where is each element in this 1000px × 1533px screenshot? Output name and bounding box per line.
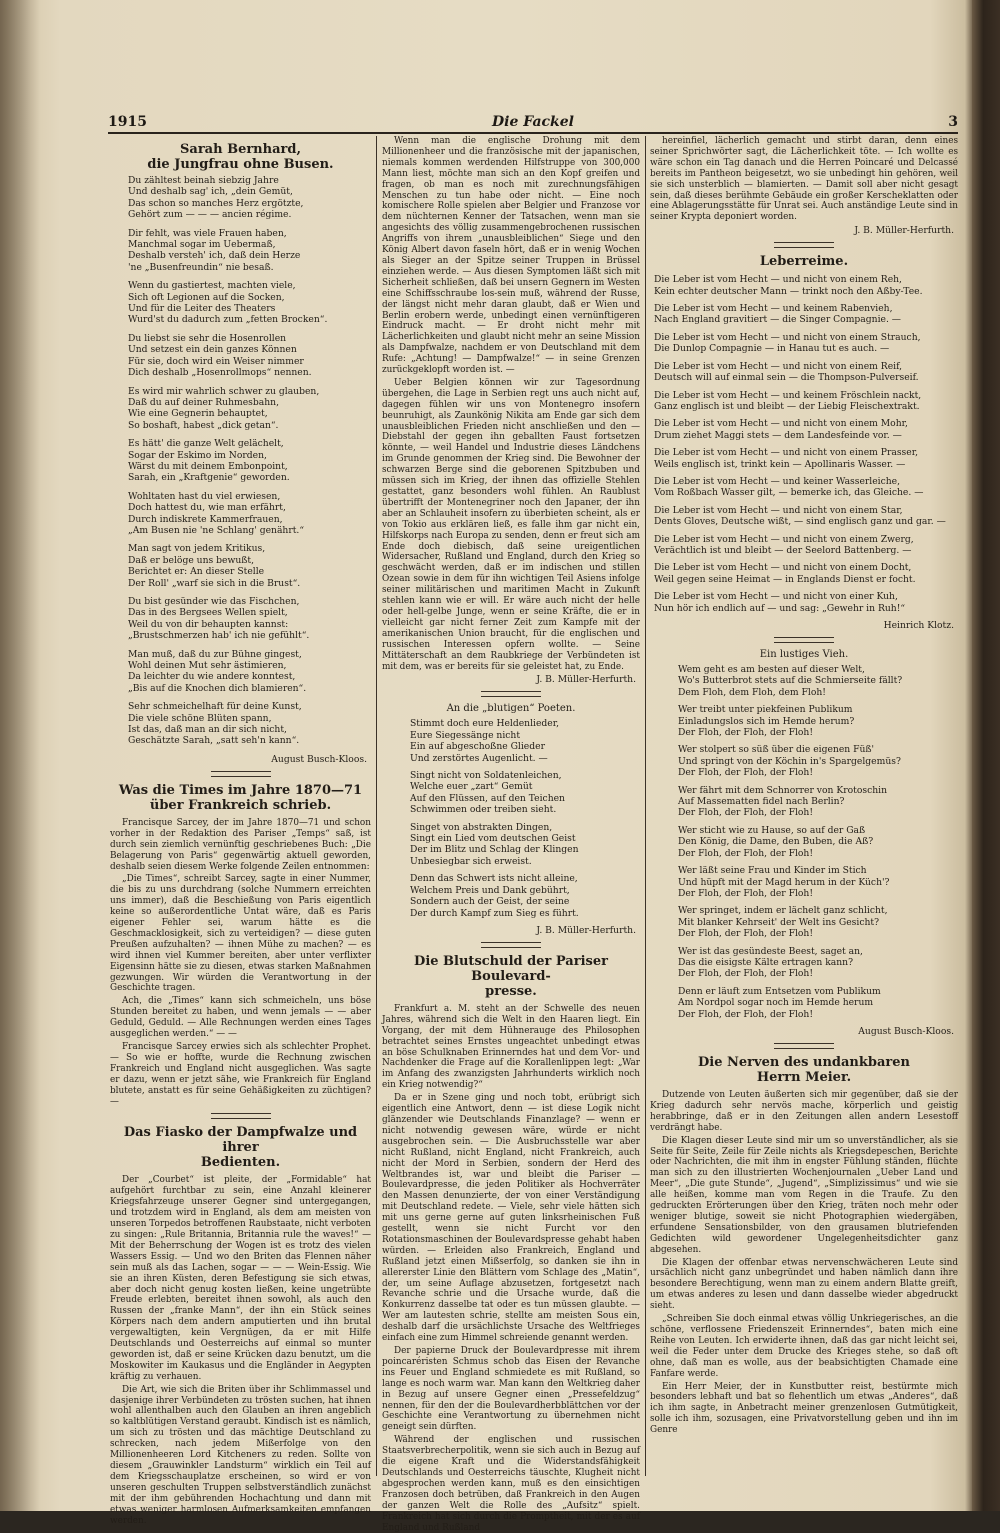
rhyme-couplet: Die Leber ist vom Hecht — und nicht von einem Docht, Weil gegen seine Heimat — in Englands Dienst er focht. [654,562,916,585]
poem-stanza: Wer springet, indem er lächelt ganz schlicht, Mit blanker Kehrseit' der Welt ins Gesicht? Der Floh, der Floh, der Floh! [678,905,888,940]
poem-title-vieh: Ein lustiges Vieh. [759,649,849,660]
paragraph: „Die Times“, schreibt Sarcey, sagte in einer Nummer, die bis zu uns durchdrang (solche Nummern erreichten uns immer), daß die Beschießung von Paris eigentlich keine so außerordentliche Untat wäre, daß es Paris eigener Fehler sei, warum hätte es die Geschmacklosigkeit, sich zu verteidigen? — diese guten Preußen aufzuhalten? — ihnen Mühe zu machen? — es wird ihnen viel Kummer bereiten, aber unter verflixter Eigensinn hätte sie zu diesen, etwas starken Maßnahmen gezwungen. Wir würden die Verantwortung in der Geschichte tragen. [110,874,371,994]
title-line: über Frankreich schrieb. [149,797,332,813]
article-title-times [108,783,373,813]
section-separator [211,771,271,777]
section-separator [774,1043,834,1049]
rhyme-couplet: Die Leber ist vom Hecht — und nicht von einem Zwerg, Verächtlich ist und bleibt — der Seelord Battenberg. — [654,533,914,556]
paragraph: Ein Herr Meier, der in Kunstbutter reist, bestürmte mich besonders lebhaft und bat so flehentlich um etwas „Anderes“, daß ich ihm sagte, in Anbetracht meiner grenzenlosen Gutmütigkeit, solle ich ihm, sozusagen, eine Privatvorstellung geben und ihn im Genre [650,1381,958,1436]
poem-stanza: Stimmt doch eure Heldenlieder, Eure Siegessänge nicht Ein auf abgeschoßne Glieder Und zerstörtes Augenlicht. — [410,718,560,764]
title-line: Die Blutschuld der Pariser Boulevard- [414,953,608,984]
poem-stanza: Wer treibt unter piekfeinen Publikum Einladungslos sich im Hemde herum? Der Floh, der Floh, der Floh! [678,704,855,739]
poem-stanza: Es wird mir wahrlich schwer zu glauben, Daß du auf deiner Ruhmesbahn, Wie eine Gegnerin behauptet, So boshaft, habest „dick getan“. [128,385,320,431]
title-line: Bedienten. [200,1155,281,1171]
poem-stanza: Sehr schmeichelhaft für deine Kunst, Die viele schöne Blüten spann, Ist das, daß man an dir sich nicht, Geschätzte Sarah, „satt seh'n kann“. [128,701,302,747]
poem-stanza: Du bist gesünder wie das Fischchen, Das in des Bergsees Wellen spielt, Weil du von dir behaupten kannst: „Brustschmerzen hab' ich nie gefühlt“. [128,596,310,642]
paragraph: Da er in Szene ging und noch tobt, erübrigt sich eigentlich eine Antwort, denn — ist diese Logik nicht glänzender wie Deutschlands Finanzlage? — wenn er nicht notwendig gewesen wäre, würde er nicht ausgebrochen sein. — Die Ausbruchsstelle war aber nicht Rußland, nicht England, nicht Frankreich, auch nicht der Mord in Serbien, sondern der Herd des Weltbrandes ist, war und bleibt die Pariser — Boulevardpresse, die jeden Politiker als Hochverräter den Massen denunzierte, der von einer Verständigung mit Deutschland redete. — Viele, sehr viele hätten sich mit uns gerne gerne auf guten linksrheinischen Fuß gestellt, wenn sie nicht Furcht vor den Rotationsmaschinen der Boulevardspresse gehabt haben würden. — Erleiden also Frankreich, England und Rußland jetzt einen Mißserfolg, so danken sie ihn in allererster Linie den Blättern vom Schlage des „Matin“, der, um seine Auflage abzusetzen, fortgesetzt nach Revanche schrie und die Ursache wurde, daß die Konkurrenz dasselbe tat oder es tun müssen glaubte. — Wer am lautesten schrie, stellte am meisten Sous ein, deshalb darf die ursächlichste Ursache des Weltfrieges einfach eine zum Himmel schreiende genannt werden. [382,1093,640,1344]
paragraph: hereinfiel, lächerlich gemacht und stirbt daran, denn eines seiner Sprichwörter sagt, die Lächerlichkeit töte. — Ich wollte es wäre schon ein Tag danach und die Herren Poincaré und Delcassé bereits im Pantheon beigesetzt, wo sie unbedingt hin gehören, weil sie sich unsterblich — blamierten. — Damit soll aber nicht gesagt sein, daß dieses berühmte Gebäude ein großer Kerscheklatten oder eine Ablagerungsstätte für Unrat sei. Auch anständige Leute sind in seiner Krypta deponiert worden. [650,136,958,223]
author-signature: Heinrich Klotz. [883,620,954,631]
paragraph: Wenn man die englische Drohung mit dem Millionenheer und die französische mit der japanischen, niemals kommen werdenden Hilfstruppe von 300,000 Mann liest, möchte man sich an den Kopf greifen und fragen, ob man es noch mit zurechnungsfähigen Menschen zu tun habe oder nicht. — Eine noch komischere Rolle spielen aber Belgier und Franzose vor dem nüchternen Kenner der Tatsachen, wenn man sie angesichts des völlig zusammengebrochenen russischen Angriffs von ihrem „unausbleiblichen“ Siege und den König Albert davon faseln hört, daß er in wenig Wochen als Sieger an der Spitze seiner Truppen in Brüssel einziehen werde. — Aus diesen Symptomen läßt sich mit Sicherheit schließen, daß bei unsern Gegnern im Westen eine Schiffsschraube los-sein muß, während der Russe, der längst nicht mehr daran glaubt, daß er Wien und Berlin erobern werde, unbedingt einen vernünftigeren Eindruck macht. — Er droht nicht mehr mit Lächerlichkeiten und glaubt nicht mehr an seine Mission als Dampfwalze, nachdem er von Deutschland mit dem Rufe: „Achtung! — Dampfwalze!“ — in seine Grenzen zurückgeklopft worden ist. — [382,136,640,376]
poem-stanza: Denn er läuft zum Entsetzen vom Publikum Am Nordpol sogar noch im Hemde herum Der Floh, der Floh, der Floh! [678,985,881,1020]
title-line: Herrn Meier. [756,1069,852,1085]
poem-stanza: Wenn du gastiertest, machten viele, Sich oft Legionen auf die Socken, Und für die Leiter des Theaters Wurd'st du dadurch zum „fetten Brocken“. [128,280,328,326]
section-separator [774,242,834,248]
paragraph: Die Klagen dieser Leute sind mir um so unverständlicher, als sie Seite für Seite, Zeile für Zeile nichts als Kriegsdepeschen, Berichte oder Nachrichten, die mit ihm in engster Fühlung ständen, flüchte man sich zu den illustrierten Wochenjournalen „Ueber Land und Meer“, „Die gute Stunde“, „Jugend“, „Simplizissimus“ und wie sie alle heißen, komme man vom Regen in die Traufe. Zu den gedruckten Erörterungen über den Krieg, träten noch mehr oder weniger blutige, soweit sie nicht Photographien wiedergäben, erfundene Sensationsbilder, von den grausamen blutriefenden Gedichten wild gewordener Ungelegenheitsdichter ganz abgesehen. [650,1135,958,1255]
author-signature: J. B. Müller-Herfurth. [536,924,636,936]
poem-stanza: Wem geht es am besten auf dieser Welt, Wo's Butterbrot stets auf die Schmierseite fällt? Dem Floh, dem Floh, dem Floh! [678,664,903,698]
paragraph: Die Klagen der offenbar etwas nervenschwächeren Leute sind ursächlich nicht ganz unbegründet und haben nämlich dann ihre besondere Berechtigung, wenn man zu einem andern Blatte greift, um etwas anderes zu lesen und dann dasselbe wieder abgedruckt sieht. [650,1257,958,1312]
article-title-blutschuld [380,954,642,999]
book-spine [972,0,1000,1511]
poem-stanza: Du liebst sie sehr die Hosenrollen Und setzest ein dein ganzes Können Für sie, doch wird ein Weiser nimmer Dich deshalb „Hosenrollmops“ nennen. [128,332,312,379]
poem-stanza: Dir fehlt, was viele Frauen haben, Manchmal sogar im Uebermaß, Deshalb versteh' ich, daß dein Herze 'ne „Busenfreundin“ nie besaß. [128,227,301,273]
rhyme-couplet: Die Leber ist vom Hecht — und nicht von einem Reh, Kein echter deutscher Mann — trinkt noch den Aßby-Tee. [654,274,923,297]
author-signature: J. B. Müller-Herfurth. [536,674,636,686]
rhyme-couplet: Die Leber ist vom Hecht — und nicht von einer Kuh, Nun hör ich endlich auf — und sag: „Gewehr in Ruh!“ [654,591,906,614]
rhyme-couplet: Die Leber ist vom Hecht — und nicht von einem Strauch, Die Dunlop Compagnie — in Hanau tut es auch. — [654,331,921,355]
page-header [108,112,958,134]
title-line: Sarah Bernhard, [180,142,301,157]
paragraph: „Schreiben Sie doch einmal etwas völlig Unkriegerisches, an die schöne, verflossene Friedenszeit Erinnerndes“, baten mich eine Reihe von Leuten. Ich erwiderte ihnen, daß das gar nicht leicht sei, weil die Feder unter dem Drucke des Krieges stehe, so daß oft ohne, daß man es wolle, aus der beabsichtigten Chamade eine Fanfare werde. [650,1314,958,1379]
poem-stanza: Denn das Schwert ists nicht alleine, Welchem Preis und Dank gebührt, Sondern auch der Geist, der seine Der durch Kampf zum Sieg es führt. [410,873,579,919]
header-year: 1915 [108,114,147,130]
paragraph: Francisque Sarcey, der im Jahre 1870—71 und schon vorher in der Redaktion des Pariser „Temps“ saß, ist durch sein ziemlich vernünftig geschriebenes Buch: „Die Belagerung von Paris“ gegenwärtig aktuell geworden, deshalb seien diesem Werke folgende Zeilen entnommen: [110,817,371,872]
author-signature: August Busch-Kloos. [858,1025,954,1037]
poem-stanza: Singet von abstrakten Dingen, Singt ein Lied vom deutschen Geist Der im Blitz und Schlag der Klingen Unbesiegbar sich erweist. [410,821,579,867]
poem-title-leberreime: Leberreime. [759,254,849,270]
article-title-nerven [648,1055,960,1085]
column-2 [380,136,642,1533]
paragraph: Während der englischen und russischen Staatsverbrecherpolitik, wenn sie sich auch in Bezug auf die eigene Kraft und die Widerstandsfähigkeit Deutschlands und Oesterreichs täuschte, Klugheit nicht abgesprochen werden kann, muß es den einsichtigen Franzosen doch betrüben, daß Frankreich in den Augen der ganzen Welt die Rolle des „Aufsitz“ spielt. Frankreich hat sich durch die Promptheit, mit der es auf England und Rußland [382,1435,640,1533]
section-separator [481,691,541,697]
paragraph: Ach, die „Times“ kann sich schmeicheln, uns böse Stunden bereitet zu haben, und wenn jemals — — aber Geduld, Geduld. — Alle Rechnungen werden eines Tages ausgeglichen werden.“ — — [110,996,371,1040]
poem-stanza: Singt nicht von Soldatenleichen, Welche euer „zart“ Gemüt Auf den Flüssen, auf den Teichen Schwimmen oder treiben sieht. [410,770,565,816]
title-line: presse. [485,983,537,999]
poem-stanza: Wer ist das gesündeste Beest, saget an, Das die eisigste Kälte ertragen kann? Der Floh, der Floh, der Floh! [678,945,863,980]
poem-stanza: Wer sticht wie zu Hause, so auf der Gaß Den König, die Dame, den Buben, die Aß? Der Floh, der Floh, der Floh! [678,824,874,859]
rhyme-couplet: Die Leber ist vom Hecht — und nicht von einem Prasser, Weils englisch ist, trinkt kein — Apollinaris Wasser. — [654,447,918,470]
header-title: Die Fackel [492,114,574,130]
rhyme-couplet: Die Leber ist vom Hecht — und keiner Wasserleiche, Vom Roßbach Wasser gilt, — bemerke ich, das Gleiche. — [654,475,924,499]
paragraph: Die Art, wie sich die Briten über ihr Schlimmassel und dasjenige ihrer Verbündeten zu trösten suchen, hat ihnen wohl allenthalben auch den Glauben an ihren angeblich so kaltblütigen Verstand geraubt. Kindisch ist es nämlich, um sich zu trösten und das mächtige Deutschland zu schrecken, nach jedem Mißerfolge von den Millionenheeren Lord Kitcheners zu reden. Sollte von diesem „Grauwinkler Landsturm“ wirklich ein Teil auf dem Kriegsschauplatze erscheinen, so wird er von unseren geschulten Truppen selbstverständlich zunächst mit der ihm gebührenden Hochachtung und dann mit etwas weniger harmlosen Aufmerksamkeiten empfangen werden. [110,1384,371,1526]
paragraph: Der papierne Druck der Boulevardpresse mit ihrem poincaréristen Schmus schob das Eisen der Revanche ins Feuer und England schmiedete es mit Rußland, so lange es noch warm war. Man kann den Weltkrieg daher in Bezug auf unsere Gegner einen „Pressefeldzug“ nennen, für den der die Boulevardherbblättchen vor der Geschichte eine Verantwortung zu übernehmen nicht geneigt sein dürften. [382,1346,640,1433]
title-line: Die Nerven des undankbaren [698,1054,910,1070]
rhyme-couplet: Die Leber ist vom Hecht — und nicht von einem Mohr, Drum ziehet Maggi stets — dem Landesfeinde vor. — [654,418,908,441]
article-title-fiasko [108,1125,373,1170]
poem-stanza: Wohltaten hast du viel erwiesen, Doch hattest du, wie man erfährt, Durch indiskrete Kammerfrauen, „Am Busen nie 'ne Schlang' genährt.“ [128,490,305,536]
author-signature: J. B. Müller-Herfurth. [854,225,954,237]
poem-stanza: Man muß, daß du zur Bühne gingest, Wohl deinen Mut sehr ästimieren, Da leichter du wie andere konntest, „Bis auf die Knochen dich blamieren“. [128,648,307,694]
poem-stanza: Wer stolpert so süß über die eigenen Füß' Und springt von der Köchin in's Spargelgemüs? Der Floh, der Floh, der Floh! [678,744,901,779]
column-rule-1 [376,136,377,1476]
paragraph: Francisque Sarcey erwies sich als schlechter Prophet. — So wie er hoffte, wurde die Rechnung zwischen Frankreich und England nicht ausgeglichen. Was sagte er dazu, wenn er jetzt sähe, wie Frankreich für England blutete, anstatt es für seine Gehäßigkeiten zu züchtigen? — [110,1042,371,1107]
poem-title-poeten: An die „blutigen“ Poeten. [446,703,576,715]
paragraph: Frankfurt a. M. steht an der Schwelle des neuen Jahres, während sich die Welt in den Haaren liegt. Ein Vorgang, der mit dem Hühnerauge des Philosophen betrachtet seines Ernstes ungeachtet unbedingt etwas an böse Schulknaben Erinnerndes hat und dem Vor- und Nachdenker die Frage auf die Korallenlippen legt: „War im Anfang des zwanzigsten Jahrhunderts wirklich noch ein Krieg notwendig?“ [382,1003,640,1091]
title-line: die Jungfrau ohne Busen. [147,157,334,172]
poem-stanza: Man sagt von jedem Kritikus, Daß er belöge uns bewußt, Berichtet er: An dieser Stelle Der Roll' „warf sie sich in die Brust“. [128,543,301,589]
rhyme-couplet: Die Leber ist vom Hecht — und keinem Rabenvieh, Nach England gravitiert — die Singer Compagnie. — [654,303,901,326]
section-separator [481,942,541,948]
section-separator [774,637,834,643]
section-separator [211,1113,271,1119]
title-line: Das Fiasko der Dampfwalze und ihrer [123,1125,358,1156]
column-rule-2 [645,136,646,1476]
article-title-sarah [108,142,373,172]
poem-stanza: Wer läßt seine Frau und Kinder im Stich Und hüpft mit der Magd herum in der Küch'? Der Floh, der Floh, der Floh! [678,865,890,899]
poem-stanza: Du zähltest beinah siebzig Jahre Und deshalb sag' ich, „dein Gemüt, Das schon so manches Herz ergötzte, Gehört zum — — — ancien régime. [128,175,304,221]
paragraph: Der „Courbet“ ist pleite, der „Formidable“ hat aufgehört furchtbar zu sein, eine Anzahl kleinerer Kriegsfahrzeuge unserer Gegner sind untergegangen, und trotzdem wird in England, als dem am meisten von unseren Torpedos betroffenen Raubstaate, nicht verboten zu singen: „Rule Britannia, Britannia rule the waves!“ — Mit der Beherrschung der Wogen ist es trotz des vielen Wassers Essig. — Und wo den Briten das Flennen näher sein muß als das Lachen, sogar — — — Wein-Essig. Wie sie an ihren Küsten, deren Befestigung sie sich etwas, aber doch nicht genug kosten ließen, keine ungetrübte Freude erlebten, bereitet ihnen sowohl, als auch den Russen der „franke Mann“, der ihn ein Stück seines Körpers nach dem andern amputierten und ihn brutal vergewaltigten, kein Vergnügen, da er mit Hilfe Deutschlands und Oesterreichs auf einmal so munter geworden ist, daß er seine Krücken dazu benutzt, um die Moskowiter im Kaukasus und die Engländer in Aegypten kräftig zu verhauen. [110,1175,372,1382]
column-3 [648,136,960,1476]
paragraph: Ueber Belgien können wir zur Tagesordnung übergehen, die Lage in Serbien regt uns auch nicht auf, dagegen fühlen wir uns von Montenegro insofern beunruhigt, als Zaunkönig Nikita am Ende gar sich dem unausbleiblichen Frieden nicht anschließen und den — Diebstahl der gegen ihn geballten Faust fortsetzen könnte, — weil Handel und Industrie dieses Ländchens im Grunde genommen der Krieg sind. Die Bewohner der schwarzen Berge sind die geborenen Spitzbuben und müssen sich im Krieg, der ihnen das offizielle Stehlen gestattet, ganz besonders wohl fühlen. An Raublust übertrifft der Montenegriner noch den Japaner, der ihn aber an Schlauheit insofern zu überbieten scheint, als er von Tokio aus erklären ließ, es falle ihm gar nicht ein, Hilfskorps nach Europa zu senden, denn er freut sich am Ende doch diebisch, daß seine ureigentlichen Widersacher, Rußland und England, durch den Krieg so geschwächt werden, daß er im indischen und stillen Ozean sowie in dem für ihn wichtigen Teil Asiens infolge seiner militärischen und maritimen Macht in Zukunft stehlen kann wie er will. Er wäre auch nicht der helle oder hell-gelbe Junge, wenn er seine Kräfte, die er in vielleicht gar nicht ferner Zeit zum Kampfe mit der amerikanischen Union braucht, für die englischen und russischen Interessen opfern wollte. — Seine Mittäterschaft an dem Raubkriege der Verbündeten ist mit dem, was er bereits für sie geleistet hat, zu Ende. [382,377,640,672]
paragraph: Dutzende von Leuten äußerten sich mir gegenüber, daß sie der Krieg dadurch sehr nervös mache, körperlich und geistig herabbringe, daß er in den Zeitungen allen andern Lesestoff verdrängt habe. [650,1089,958,1133]
header-page-number: 3 [948,114,958,130]
rhyme-couplet: Die Leber ist vom Hecht — und nicht von einem Star, Dents Gloves, Deutsche wißt, — sind englisch ganz und gar. — [654,504,946,528]
poem-stanza: Wer fährt mit dem Schnorrer von Krotoschin Auf Massematten fidel nach Berlin? Der Floh, der Floh, der Floh! [678,784,887,819]
poem-stanza: Es hätt' die ganze Welt gelächelt, Sogar der Eskimo im Norden, Wärst du mit deinem Embonpoint, Sarah, ein „Kraftgenie“ geworden. [128,438,290,484]
column-1 [108,136,373,1526]
rhyme-couplet: Die Leber ist vom Hecht — und nicht von einem Reif, Deutsch will auf einmal sein — die Thompson-Pulverseif. [654,360,919,384]
gutter-shadow [0,0,40,1511]
header-rule [108,132,958,134]
rhyme-couplet: Die Leber ist vom Hecht — und keinem Fröschlein nackt, Ganz englisch ist und bleibt — der Liebig Fleischextrakt. [654,389,922,412]
author-signature: August Busch-Kloos. [271,753,367,765]
title-line: Was die Times im Jahre 1870—71 [118,782,363,798]
